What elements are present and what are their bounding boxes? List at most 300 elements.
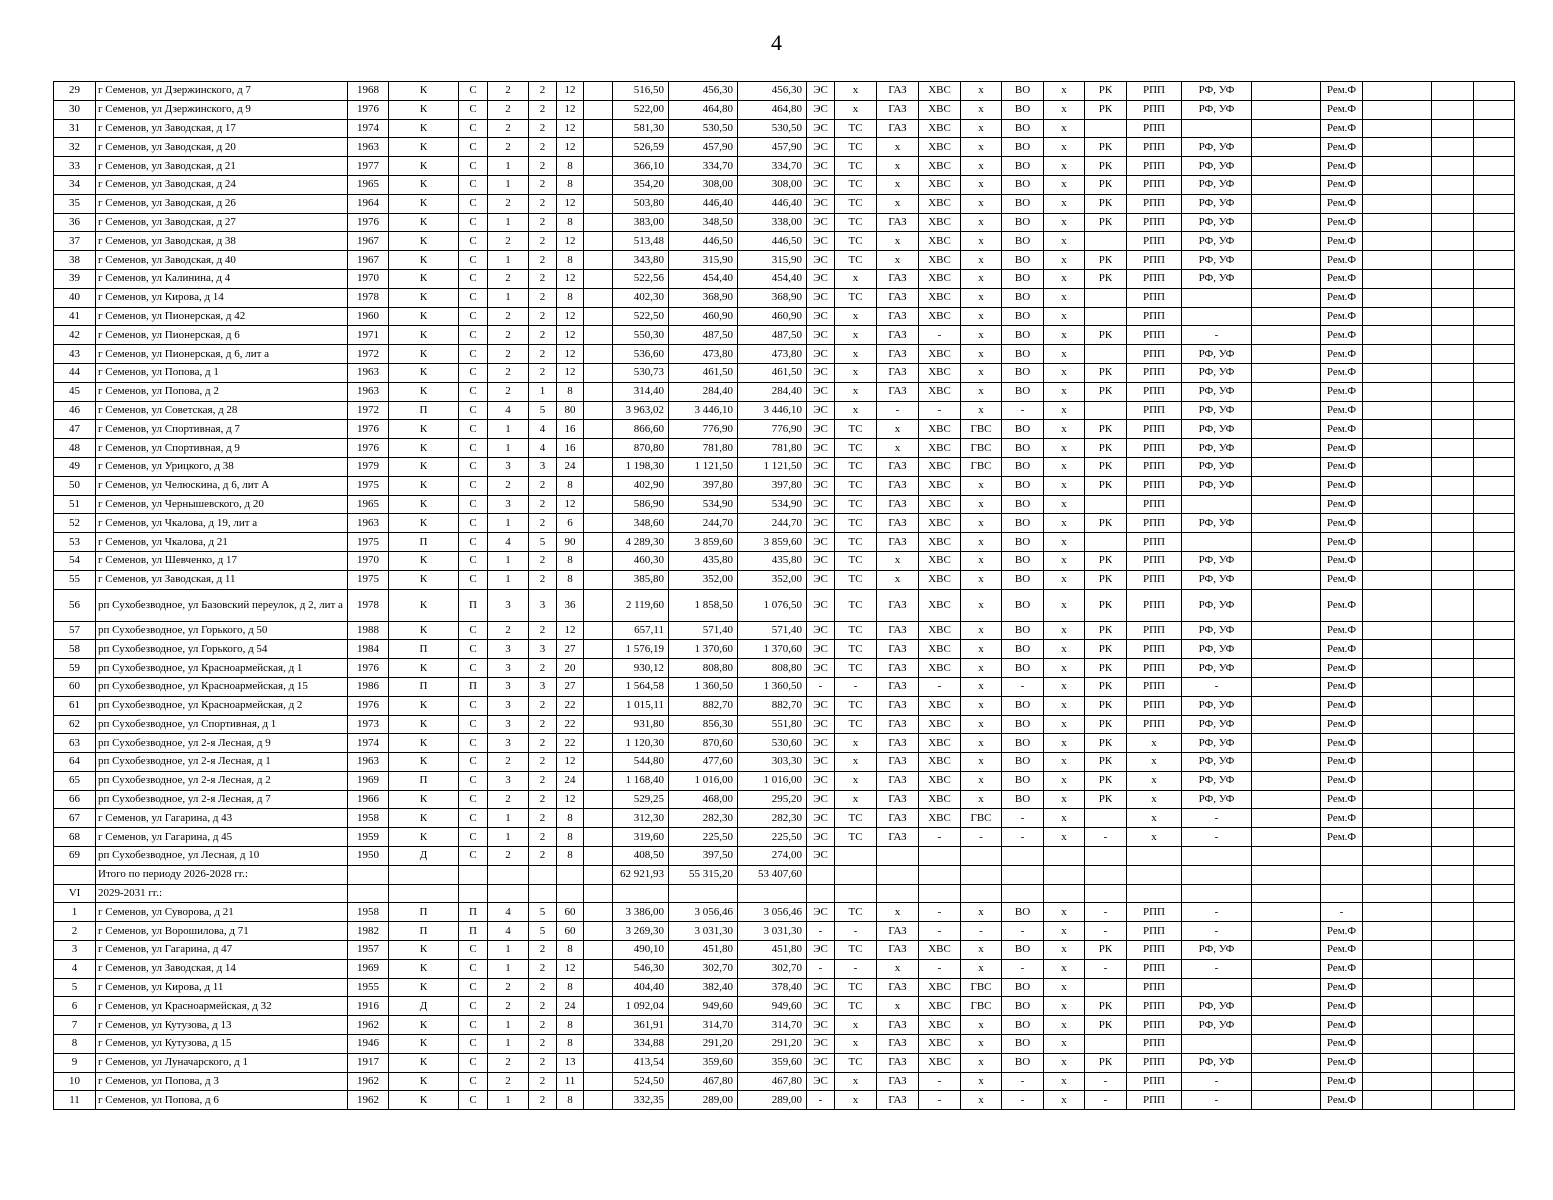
table-cell: 461,50 [669, 363, 738, 382]
table-cell: 1 015,11 [613, 696, 669, 715]
table-cell [389, 884, 459, 903]
table-cell: х [1044, 288, 1085, 307]
table-cell: 1967 [348, 232, 389, 251]
table-cell [584, 1053, 613, 1072]
table-cell [1252, 997, 1321, 1016]
table-cell: х [961, 382, 1002, 401]
table-row [54, 959, 1515, 978]
table-cell: ГАЗ [877, 809, 919, 828]
table-cell [1252, 959, 1321, 978]
table-cell: РПП [1127, 696, 1182, 715]
table-cell: 461,50 [738, 363, 807, 382]
table-cell: 2 [529, 288, 557, 307]
table-cell: ЭС [807, 1035, 835, 1054]
table-cell [1085, 288, 1127, 307]
table-cell: - [919, 401, 961, 420]
table-cell: РФ, УФ [1182, 363, 1252, 382]
table-cell: РФ, УФ [1182, 157, 1252, 176]
table-cell: РФ, УФ [1182, 457, 1252, 476]
table-cell: х [961, 251, 1002, 270]
table-cell [1363, 288, 1432, 307]
table-cell: х [835, 363, 877, 382]
table-cell: 2 [529, 138, 557, 157]
housing-register-table [53, 81, 1515, 1110]
table-cell: 8 [557, 570, 584, 589]
table-cell [584, 119, 613, 138]
table-cell: К [389, 251, 459, 270]
table-cell: ВО [1002, 621, 1044, 640]
table-cell: 435,80 [738, 551, 807, 570]
table-cell: 1967 [348, 251, 389, 270]
table-cell: С [459, 457, 488, 476]
table-cell [584, 621, 613, 640]
table-cell: 66 [54, 790, 96, 809]
table-cell: х [1127, 828, 1182, 847]
table-cell: ГАЗ [877, 771, 919, 790]
table-cell: 1976 [348, 439, 389, 458]
table-cell [1432, 640, 1474, 659]
address-cell: г Семенов, ул Челюскина, д 6, лит А [96, 476, 348, 495]
table-cell: - [807, 1091, 835, 1110]
table-cell: РФ, УФ [1182, 251, 1252, 270]
table-cell: 3 [488, 457, 529, 476]
table-cell [1363, 345, 1432, 364]
table-cell: К [389, 790, 459, 809]
table-cell: ТС [835, 696, 877, 715]
table-cell: 1 [488, 213, 529, 232]
table-cell [1474, 828, 1515, 847]
table-cell: ТС [835, 457, 877, 476]
table-cell [584, 420, 613, 439]
table-cell: 348,60 [613, 514, 669, 533]
table-cell: х [1044, 495, 1085, 514]
table-cell: 657,11 [613, 621, 669, 640]
table-cell: РФ, УФ [1182, 100, 1252, 119]
table-cell: ТС [835, 251, 877, 270]
table-cell [1474, 420, 1515, 439]
table-cell: 2 [529, 959, 557, 978]
table-cell: 49 [54, 457, 96, 476]
table-cell: х [961, 232, 1002, 251]
table-cell: х [961, 194, 1002, 213]
table-cell: 3 056,46 [738, 903, 807, 922]
table-cell: ЭС [807, 307, 835, 326]
table-cell: К [389, 1072, 459, 1091]
table-cell: х [1044, 997, 1085, 1016]
table-cell: ХВС [919, 753, 961, 772]
table-cell [807, 884, 835, 903]
table-cell: 8 [557, 1016, 584, 1035]
table-cell: ЭС [807, 771, 835, 790]
table-cell: 477,60 [669, 753, 738, 772]
table-cell [584, 457, 613, 476]
table-cell: ВО [1002, 307, 1044, 326]
table-cell: Рем.Ф [1321, 100, 1363, 119]
table-cell: Рем.Ф [1321, 659, 1363, 678]
table-row [54, 439, 1515, 458]
table-cell: ВО [1002, 941, 1044, 960]
address-cell: г Семенов, ул Красноармейская, д 32 [96, 997, 348, 1016]
table-cell: ТС [835, 659, 877, 678]
table-cell: х [877, 232, 919, 251]
table-cell: 1 [488, 809, 529, 828]
table-cell [1252, 345, 1321, 364]
table-cell: К [389, 232, 459, 251]
table-cell: 1 360,50 [669, 677, 738, 696]
table-cell: РФ, УФ [1182, 138, 1252, 157]
table-body [54, 82, 1515, 1110]
table-cell: ЭС [807, 457, 835, 476]
table-cell: ГАЗ [877, 790, 919, 809]
table-cell [1252, 194, 1321, 213]
table-cell: 68 [54, 828, 96, 847]
table-cell: К [389, 1035, 459, 1054]
table-cell [584, 213, 613, 232]
table-cell: х [877, 138, 919, 157]
table-cell [1432, 941, 1474, 960]
table-cell [1432, 495, 1474, 514]
table-cell [1474, 570, 1515, 589]
table-cell [1432, 307, 1474, 326]
table-cell: х [961, 100, 1002, 119]
table-cell: 2 [529, 476, 557, 495]
table-cell: 11 [54, 1091, 96, 1110]
table-cell: х [1044, 119, 1085, 138]
table-cell: 12 [557, 100, 584, 119]
table-row [54, 1035, 1515, 1054]
table-cell: С [459, 551, 488, 570]
table-cell: 2 [529, 495, 557, 514]
table-row [54, 847, 1515, 866]
table-cell: ХВС [919, 439, 961, 458]
table-cell [1252, 589, 1321, 621]
table-cell [1252, 753, 1321, 772]
table-cell: РК [1085, 514, 1127, 533]
table-cell: ЭС [807, 978, 835, 997]
table-cell: С [459, 251, 488, 270]
table-cell [1432, 175, 1474, 194]
table-cell: ВО [1002, 696, 1044, 715]
table-cell: С [459, 213, 488, 232]
table-row [54, 621, 1515, 640]
table-cell: 2 [529, 734, 557, 753]
table-cell: 446,50 [669, 232, 738, 251]
table-cell: х [835, 82, 877, 101]
table-cell: - [1002, 809, 1044, 828]
table-cell [584, 1016, 613, 1035]
table-cell: 8 [557, 213, 584, 232]
table-cell: 870,60 [669, 734, 738, 753]
table-cell: 397,80 [669, 476, 738, 495]
table-cell: 338,00 [738, 213, 807, 232]
table-cell: ЭС [807, 1053, 835, 1072]
table-cell: РФ, УФ [1182, 345, 1252, 364]
table-cell [584, 865, 613, 884]
table-cell [1252, 570, 1321, 589]
table-cell [1363, 847, 1432, 866]
table-row [54, 1091, 1515, 1110]
table-cell: 2 [529, 269, 557, 288]
address-cell: рп Сухобезводное, ул Красноармейская, д 15 [96, 677, 348, 696]
table-cell [1252, 213, 1321, 232]
table-cell [1182, 533, 1252, 552]
table-cell: 1984 [348, 640, 389, 659]
table-cell: 3 [488, 589, 529, 621]
table-cell [1363, 640, 1432, 659]
table-cell: РК [1085, 382, 1127, 401]
table-cell: 8 [557, 941, 584, 960]
table-cell [459, 884, 488, 903]
table-cell: РФ, УФ [1182, 551, 1252, 570]
table-cell: 8 [557, 847, 584, 866]
table-cell: РК [1085, 570, 1127, 589]
table-row [54, 251, 1515, 270]
table-cell: х [1044, 790, 1085, 809]
table-cell: ТС [835, 213, 877, 232]
table-cell [1085, 345, 1127, 364]
table-cell [1363, 307, 1432, 326]
table-cell: 2 [529, 771, 557, 790]
table-cell: РПП [1127, 621, 1182, 640]
table-cell [877, 847, 919, 866]
table-cell: ТС [835, 621, 877, 640]
table-cell: ТС [835, 589, 877, 621]
table-cell: 1959 [348, 828, 389, 847]
table-cell: 1976 [348, 100, 389, 119]
table-row [54, 345, 1515, 364]
table-cell: ВО [1002, 997, 1044, 1016]
table-cell: 52 [54, 514, 96, 533]
table-cell: 1917 [348, 1053, 389, 1072]
table-row [54, 401, 1515, 420]
table-cell: П [459, 589, 488, 621]
table-cell [1432, 100, 1474, 119]
table-cell: 41 [54, 307, 96, 326]
table-cell: 1973 [348, 715, 389, 734]
table-cell: х [961, 659, 1002, 678]
table-cell: 343,80 [613, 251, 669, 270]
table-cell: РК [1085, 326, 1127, 345]
table-cell [1432, 288, 1474, 307]
table-cell: ХВС [919, 213, 961, 232]
address-cell: г Семенов, ул Спортивная, д 9 [96, 439, 348, 458]
table-cell [1363, 82, 1432, 101]
table-cell: Рем.Ф [1321, 119, 1363, 138]
table-cell [1474, 1091, 1515, 1110]
table-cell: 1982 [348, 922, 389, 941]
table-cell [1474, 659, 1515, 678]
table-cell: 1 [529, 382, 557, 401]
table-cell: х [1044, 753, 1085, 772]
table-cell [54, 865, 96, 884]
table-cell: х [961, 288, 1002, 307]
table-cell: ГАЗ [877, 1072, 919, 1091]
table-cell: К [389, 194, 459, 213]
table-cell: К [389, 119, 459, 138]
table-cell: С [459, 659, 488, 678]
table-cell: ТС [835, 640, 877, 659]
table-cell: 551,80 [738, 715, 807, 734]
table-cell: ГАЗ [877, 659, 919, 678]
table-cell: ЭС [807, 1016, 835, 1035]
table-cell: х [1044, 677, 1085, 696]
table-cell: 4 [488, 533, 529, 552]
table-cell: ЭС [807, 621, 835, 640]
table-cell: ГАЗ [877, 941, 919, 960]
table-cell: 5 [54, 978, 96, 997]
table-cell: Рем.Ф [1321, 1053, 1363, 1072]
table-cell [1085, 119, 1127, 138]
table-cell: 1 [488, 1091, 529, 1110]
table-cell: ХВС [919, 809, 961, 828]
table-cell: 53 [54, 533, 96, 552]
table-cell: 32 [54, 138, 96, 157]
table-row [54, 771, 1515, 790]
table-cell: 516,50 [613, 82, 669, 101]
table-cell [1252, 288, 1321, 307]
table-cell [1432, 439, 1474, 458]
table-cell: ХВС [919, 659, 961, 678]
table-cell: 460,90 [669, 307, 738, 326]
table-cell [584, 753, 613, 772]
table-cell: ТС [835, 138, 877, 157]
table-cell: РФ, УФ [1182, 640, 1252, 659]
table-cell: 1974 [348, 119, 389, 138]
table-cell: - [919, 959, 961, 978]
table-cell: 1 121,50 [738, 457, 807, 476]
table-row [54, 194, 1515, 213]
table-cell: 27 [557, 640, 584, 659]
table-cell: 12 [557, 753, 584, 772]
address-cell: 2029-2031 гг.: [96, 884, 348, 903]
table-cell [584, 363, 613, 382]
table-cell [1085, 865, 1127, 884]
table-cell: х [835, 790, 877, 809]
table-cell: РПП [1127, 1053, 1182, 1072]
table-cell: - [1002, 828, 1044, 847]
table-cell: 22 [557, 715, 584, 734]
table-cell: 1963 [348, 753, 389, 772]
table-cell: ХВС [919, 997, 961, 1016]
table-cell: ВО [1002, 457, 1044, 476]
table-cell: 3 [488, 495, 529, 514]
table-cell: 3 [529, 589, 557, 621]
table-cell: ЭС [807, 570, 835, 589]
table-cell: х [1044, 570, 1085, 589]
table-cell: РПП [1127, 363, 1182, 382]
table-cell: С [459, 941, 488, 960]
table-cell [1432, 715, 1474, 734]
table-cell: ЭС [807, 715, 835, 734]
table-cell: 3 [488, 659, 529, 678]
table-cell: х [1044, 269, 1085, 288]
table-cell: К [389, 326, 459, 345]
table-cell: Рем.Ф [1321, 677, 1363, 696]
table-cell: 870,80 [613, 439, 669, 458]
table-cell [1474, 621, 1515, 640]
table-cell: ТС [835, 903, 877, 922]
table-cell: 2 [529, 1035, 557, 1054]
table-cell [1363, 551, 1432, 570]
table-cell: РФ, УФ [1182, 1016, 1252, 1035]
table-cell: 534,90 [669, 495, 738, 514]
table-cell: 334,70 [738, 157, 807, 176]
table-cell [584, 997, 613, 1016]
table-cell [1363, 771, 1432, 790]
table-cell: - [919, 677, 961, 696]
table-cell [1363, 1016, 1432, 1035]
table-cell: х [961, 401, 1002, 420]
table-cell: РФ, УФ [1182, 734, 1252, 753]
table-cell: РК [1085, 677, 1127, 696]
table-cell: 8 [557, 476, 584, 495]
table-cell [1182, 119, 1252, 138]
table-cell [1252, 1053, 1321, 1072]
table-cell: х [1044, 589, 1085, 621]
table-cell: Рем.Ф [1321, 175, 1363, 194]
table-cell: ЭС [807, 288, 835, 307]
table-cell: 546,30 [613, 959, 669, 978]
table-cell: - [1002, 1072, 1044, 1091]
table-cell: 1958 [348, 903, 389, 922]
table-cell [1363, 1035, 1432, 1054]
table-cell: 2 [529, 82, 557, 101]
table-cell: - [1182, 326, 1252, 345]
table-cell: 490,10 [613, 941, 669, 960]
table-cell: РПП [1127, 1035, 1182, 1054]
table-cell [584, 677, 613, 696]
table-cell: х [877, 157, 919, 176]
table-cell: 456,30 [738, 82, 807, 101]
table-cell: - [919, 326, 961, 345]
table-cell [1363, 696, 1432, 715]
table-cell: 473,80 [669, 345, 738, 364]
table-cell: ХВС [919, 771, 961, 790]
address-cell: г Семенов, ул Гагарина, д 43 [96, 809, 348, 828]
table-row [54, 884, 1515, 903]
table-cell: ЭС [807, 82, 835, 101]
table-cell [1363, 326, 1432, 345]
table-cell: 464,80 [669, 100, 738, 119]
table-cell: РФ, УФ [1182, 696, 1252, 715]
table-cell: 53 407,60 [738, 865, 807, 884]
table-cell: ХВС [919, 138, 961, 157]
table-cell: С [459, 345, 488, 364]
table-cell: С [459, 439, 488, 458]
table-cell: С [459, 621, 488, 640]
table-cell: 60 [557, 903, 584, 922]
table-cell: С [459, 100, 488, 119]
table-cell: ЭС [807, 476, 835, 495]
table-cell: 571,40 [669, 621, 738, 640]
table-cell: 402,30 [613, 288, 669, 307]
table-cell: ВО [1002, 771, 1044, 790]
table-cell: 4 [488, 401, 529, 420]
table-cell: 1965 [348, 495, 389, 514]
table-row [54, 157, 1515, 176]
table-row [54, 978, 1515, 997]
table-cell [1363, 457, 1432, 476]
table-cell: 8 [557, 978, 584, 997]
table-cell: Рем.Ф [1321, 213, 1363, 232]
table-cell [1085, 809, 1127, 828]
table-cell: 8 [557, 551, 584, 570]
table-cell [1085, 232, 1127, 251]
table-cell [1127, 847, 1182, 866]
table-cell: х [1044, 659, 1085, 678]
table-cell [1085, 533, 1127, 552]
table-cell: ЭС [807, 997, 835, 1016]
